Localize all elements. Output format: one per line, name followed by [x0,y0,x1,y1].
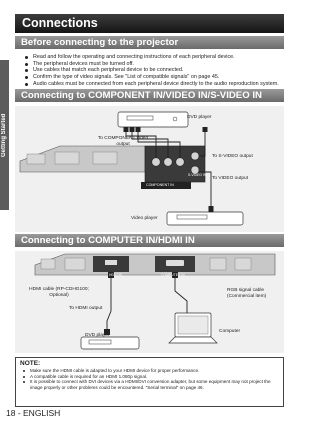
note-heading: NOTE: [20,360,41,367]
list-item: It is possible to connect with DVI devices via a HDMI/DVI conversion adapter, but some equipment may not project the image properly or other problems could be encountered. "Serial terminal" on page 46. [22,379,280,390]
note-box [15,357,284,407]
label-hdmi-output: To HDMI output [69,306,103,311]
label-svideo-in: S-VIDEO IN [188,173,207,177]
label-computer: Computer [219,329,241,334]
side-tab [0,60,9,210]
label-video-player: Video player [131,216,158,221]
label-video-output: To VIDEO output [212,176,248,181]
list-item: Audio cables must be connected from each peripheral device directly to the audio reproduction system. [23,81,285,88]
computer-diagram-art [15,251,284,353]
list-item: Make sure the HDMI cable is adapted to your HDMI device for proper performance. [22,368,280,374]
dvd-player-icon [81,337,139,349]
section-heading-component [15,89,284,102]
projector-rear-panel [35,254,275,275]
video-player-icon [167,212,243,225]
label-hdmi-cable: HDMI cable (RP-CDHG100; Optional) [29,287,89,298]
section-heading-before-connecting [15,36,284,49]
label-computer-in: COMPUTER IN [161,273,185,277]
label-dvd-player: DVD player [187,115,212,120]
projector-rear-panel [20,146,205,189]
cable-plugs [104,272,178,335]
side-tab-label: Getting Started [1,113,7,157]
note-list [22,368,280,390]
component-diagram-art [15,106,284,232]
section-heading-text: Connecting to COMPUTER IN/HDMI IN [21,235,195,246]
section-heading-computer [15,234,284,247]
page-title: Connections [22,16,98,30]
computer-diagram [15,251,284,353]
label-hdmi-in: HDMI IN [109,273,122,277]
list-item: Confirm the type of video signals. See "List of compatible signals" on page 45. [23,74,285,81]
label-component-in: COMPONENT IN [146,183,174,187]
dvd-player-icon [118,112,188,127]
section-heading-text: Connecting to COMPONENT IN/VIDEO IN/S-VIDEO IN [21,90,262,101]
page-footer: 18 - ENGLISH [6,408,61,418]
label-component-output: To COMPONENT video output [97,136,149,147]
section-heading-text: Before connecting to the projector [21,37,179,48]
component-diagram [15,106,284,232]
label-dvd-player: DVD player [85,333,110,338]
page-title-bar [15,14,284,33]
label-rgb-cable: RGB signal cable (Commercial item) [227,288,267,299]
label-svideo-output: To S-VIDEO output [212,154,253,159]
list-item: Read and follow the operating and connecting instructions of each peripheral device. [23,54,285,61]
list-item: The peripheral devices must be turned off. [23,61,285,68]
computer-icon [169,313,217,343]
list-item: A compatible cable is required for an HDMI 1.080p signal. [22,374,280,380]
precautions-list [23,54,285,88]
list-item: Use cables that match each peripheral device to be connected. [23,67,285,74]
